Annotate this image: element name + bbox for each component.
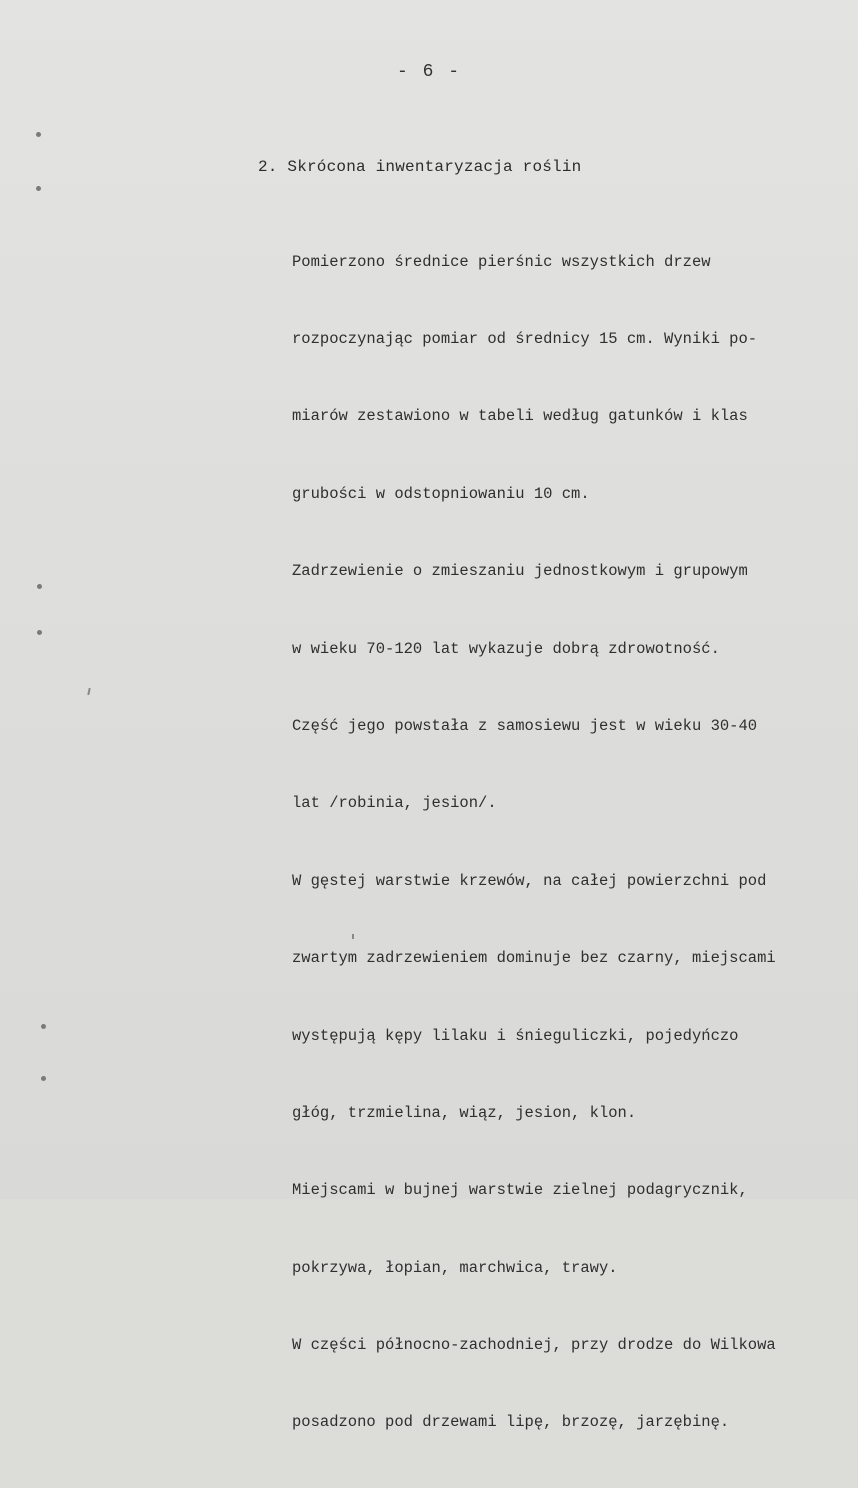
punch-hole-mark [37, 584, 42, 589]
text-line: rozpoczynając pomiar od średnicy 15 cm. Wyniki po- [292, 329, 758, 348]
text-line: W gęstej warstwie krzewów, na całej powierzchni pod [292, 871, 767, 890]
page-number: - 6 - [396, 62, 461, 82]
punch-hole-mark [36, 132, 41, 137]
text-line: pokrzywa, łopian, marchwica, trawy. [292, 1258, 618, 1277]
text-line: Zadrzewienie o zmieszaniu jednostkowym i grupowym [292, 562, 748, 581]
text-line: miarów zestawiono w tabeli według gatunków i klas [292, 407, 748, 426]
text-line: występują kępy lilaku i śnieguliczki, pojedyńczo [292, 1026, 739, 1045]
text-line: głóg, trzmielina, wiąz, jesion, klon. [292, 1103, 637, 1122]
speck-mark [87, 688, 90, 695]
text-line: posadzono pod drzewami lipę, brzozę, jarzębinę. [292, 1413, 730, 1432]
text-line: w wieku 70-120 lat wykazuje dobrą zdrowotność. [292, 639, 720, 658]
punch-hole-mark [41, 1076, 46, 1081]
section-heading: 2. Skrócona inwentaryzacja roślin [258, 158, 582, 176]
punch-hole-mark [37, 630, 42, 635]
text-line: Miejscami w bujnej warstwie zielnej podagrycznik, [292, 1181, 748, 1200]
text-line: lat /robinia, jesion/. [292, 794, 497, 813]
text-line: W części północno-zachodniej, przy drodze do Wilkowa [292, 1336, 776, 1355]
text-line: Pomierzono średnice pierśnic wszystkich drzew [292, 252, 711, 271]
punch-hole-mark [41, 1024, 46, 1029]
paragraph-body [292, 198, 842, 1488]
text-line: zwartym zadrzewieniem dominuje bez czarny, miejscami [292, 949, 776, 968]
text-line: grubości w odstopniowaniu 10 cm. [292, 484, 590, 503]
text-line: Część jego powstała z samosiewu jest w wieku 30-40 [292, 716, 758, 735]
punch-hole-mark [36, 186, 41, 191]
